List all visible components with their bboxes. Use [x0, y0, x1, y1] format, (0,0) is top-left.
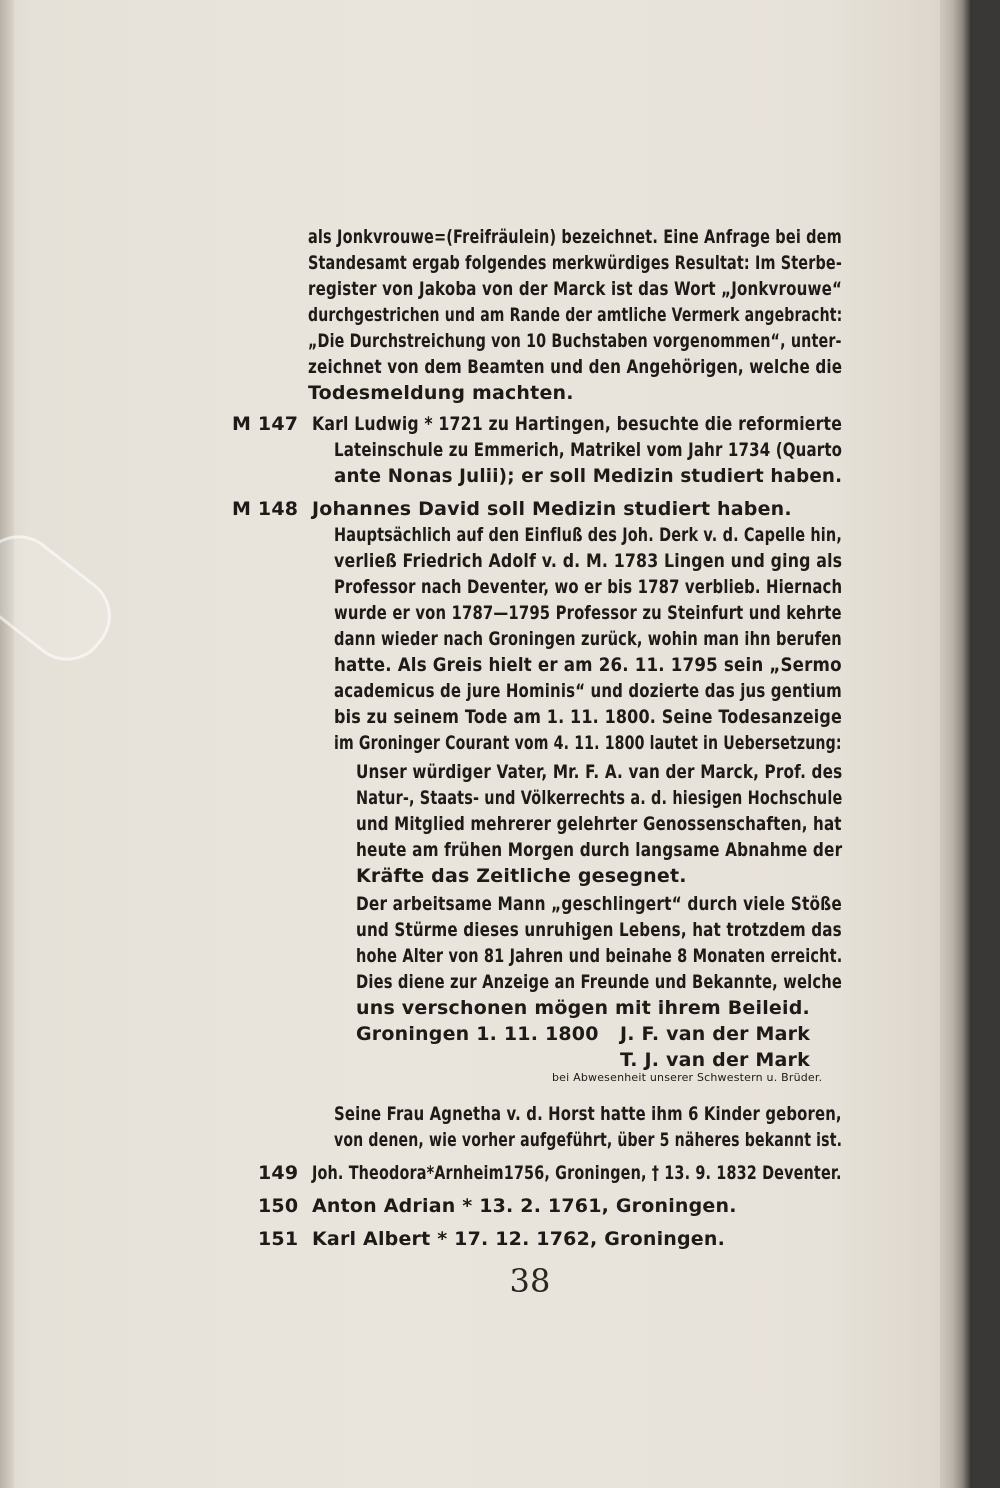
notice-line: Dies diene zur Anzeige an Freunde und Bekannte, welche — [356, 971, 842, 993]
entry-line: Professor nach Deventer, wo er bis 1787 verblieb. Hiernach — [334, 576, 843, 598]
notice-line: Kräfte das Zeitliche gesegnet. — [356, 865, 687, 887]
child-number: 151 — [258, 1228, 299, 1250]
entry-line: Karl Ludwig * 1721 zu Hartingen, besuchte die reformierte — [312, 413, 843, 435]
entry-line: hatte. Als Greis hielt er am 26. 11. 1795 sein „Sermo — [334, 654, 842, 676]
intro-line: Todesmeldung machten. — [308, 382, 574, 404]
entry-line: dann wieder nach Groningen zurück, wohin man ihn berufen — [334, 628, 842, 650]
entry-line: verließ Friedrich Adolf v. d. M. 1783 Lingen und ging als — [334, 550, 843, 572]
notice-line: Der arbeitsame Mann „geschlingert“ durch viele Stöße — [356, 893, 842, 915]
entry-label-m148: M 148 — [232, 498, 299, 520]
entry-line: Lateinschule zu Emmerich, Matrikel vom Jahr 1734 (Quarto — [334, 439, 843, 461]
notice-line: Unser würdiger Vater, Mr. F. A. van der Marck, Prof. des — [356, 761, 843, 783]
entry-line: wurde er von 1787—1795 Professor zu Steinfurt und kehrte — [334, 602, 842, 624]
notice-signature: T. J. van der Mark — [620, 1049, 810, 1071]
child-entry: Anton Adrian * 13. 2. 1761, Groningen. — [312, 1195, 737, 1217]
entry-line: Johannes David soll Medizin studiert haben. — [312, 498, 792, 520]
child-number: 150 — [258, 1195, 299, 1217]
notice-place-date: Groningen 1. 11. 1800 — [356, 1023, 599, 1045]
intro-line: zeichnet von dem Beamten und den Angehörigen, welche die — [308, 356, 843, 378]
notice-line: heute am frühen Morgen durch langsame Abnahme der — [356, 839, 843, 861]
notice-line: Natur-, Staats- und Völkerrechts a. d. hiesigen Hochschule — [356, 787, 843, 809]
entry-line: bis zu seinem Tode am 1. 11. 1800. Seine Todesanzeige — [334, 706, 842, 728]
closing-line: von denen, wie vorher aufgeführt, über 5 näheres bekannt ist. — [334, 1129, 843, 1151]
notice-line: und Mitglied mehrerer gelehrter Genossenschaften, hat — [356, 813, 842, 835]
intro-line: durchgestrichen und am Rande der amtliche Vermerk angebracht: — [308, 304, 843, 326]
intro-line: register von Jakoba von der Marck ist das Wort „Jonkvrouwe“ — [308, 278, 843, 300]
notice-line: hohe Alter von 81 Jahren und beinahe 8 Monaten erreicht. — [356, 945, 843, 967]
notice-line: uns verschonen mögen mit ihrem Beileid. — [356, 997, 810, 1019]
intro-line: Standesamt ergab folgendes merkwürdiges Resultat: Im Sterbe- — [308, 252, 842, 274]
entry-line: ante Nonas Julii); er soll Medizin studiert haben. — [334, 465, 843, 487]
closing-line: Seine Frau Agnetha v. d. Horst hatte ihm 6 Kinder geboren, — [334, 1103, 842, 1125]
child-entry: Joh. Theodora*Arnheim1756, Groningen, † 13. 9. 1832 Deventer. — [312, 1162, 842, 1184]
intro-line: als Jonkvrouwe=(Freifräulein) bezeichnet. Eine Anfrage bei dem — [308, 226, 842, 248]
notice-signature: J. F. van der Mark — [620, 1023, 811, 1045]
entry-label-m147: M 147 — [232, 413, 299, 435]
child-entry: Karl Albert * 17. 12. 1762, Groningen. — [312, 1228, 726, 1250]
intro-line: „Die Durchstreichung von 10 Buchstaben vorgenommen“, unter- — [308, 330, 842, 352]
child-number: 149 — [258, 1162, 299, 1184]
page-number: 38 — [509, 1262, 551, 1300]
entry-line: im Groninger Courant vom 4. 11. 1800 lautet in Uebersetzung: — [334, 732, 842, 754]
entry-line: Hauptsächlich auf den Einfluß des Joh. Derk v. d. Capelle hin, — [334, 524, 843, 546]
entry-line: academicus de jure Hominis“ und dozierte das jus gentium — [334, 680, 842, 702]
notice-signature-note: bei Abwesenheit unserer Schwestern u. Brüder. — [552, 1071, 823, 1084]
notice-line: und Stürme dieses unruhigen Lebens, hat trotzdem das — [356, 919, 842, 941]
